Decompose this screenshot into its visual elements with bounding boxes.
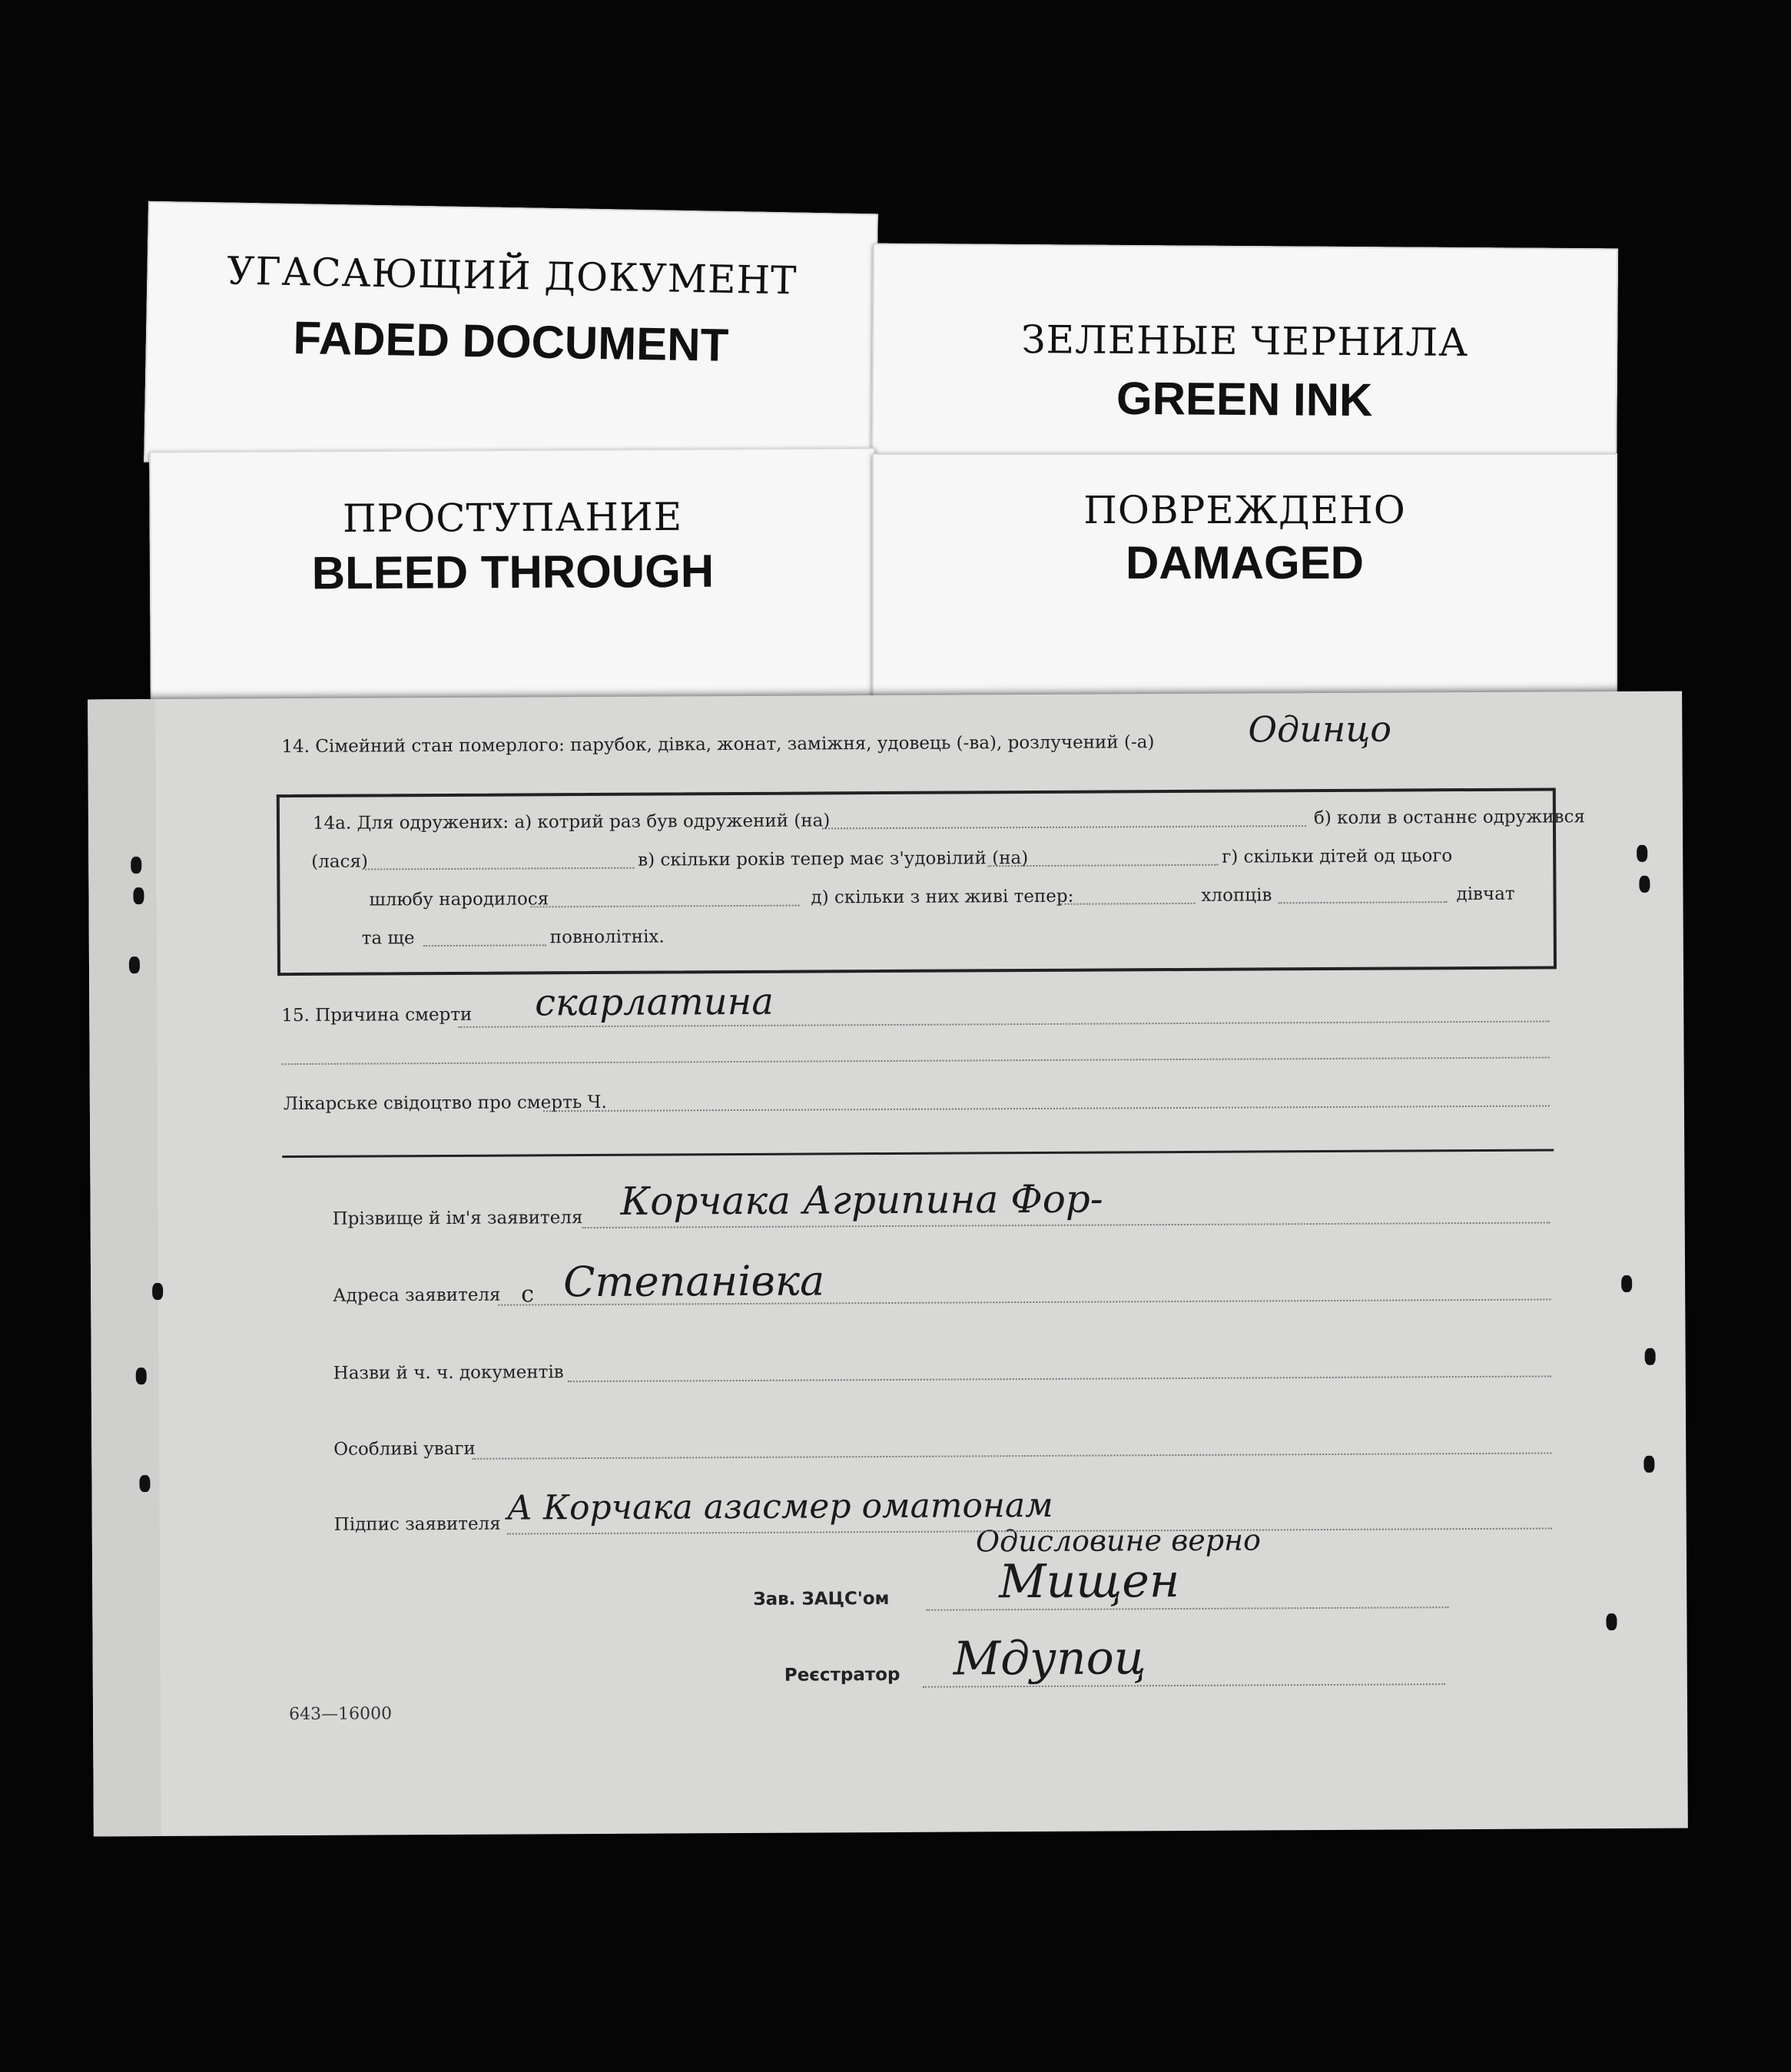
- dotted-line: [568, 1375, 1551, 1382]
- q14a-line4b: повнолітніх.: [549, 927, 665, 948]
- q15-label: 15. Причина смерти: [281, 1004, 473, 1026]
- faded-document-card: [144, 201, 878, 476]
- q15-handwritten-answer: скарлатина: [535, 980, 774, 1025]
- punch-hole: [136, 1368, 147, 1384]
- punch-hole: [131, 857, 141, 874]
- q14a-line3c: хлопців: [1201, 885, 1272, 906]
- punch-hole: [1645, 1348, 1656, 1365]
- notes-label: Особливі уваги: [333, 1438, 476, 1460]
- q14a-line3d: дівчат: [1456, 884, 1515, 905]
- card-ru-label: ПОВРЕЖДЕНО: [1083, 488, 1406, 532]
- dotted-line: [472, 1452, 1551, 1459]
- registrar-label: Реєстратор: [784, 1664, 900, 1686]
- section-divider: [282, 1149, 1554, 1158]
- page-edge: [88, 699, 161, 1836]
- zags-head-signature: Мищен: [998, 1554, 1180, 1610]
- signature-label: Підпис заявителя: [333, 1513, 501, 1535]
- medical-certificate-label: Лікарське свідоцтво про смерть Ч.: [283, 1092, 607, 1115]
- q14-handwritten-answer: Одинцо: [1248, 708, 1392, 751]
- q14a-line2a: (лася): [311, 851, 368, 872]
- bleed-through-card: [149, 448, 877, 705]
- punch-hole: [1606, 1613, 1617, 1630]
- applicant-signature: А Корчака азасмер оматонам: [506, 1485, 1053, 1528]
- q14-label: 14. Сімейний стан померлого: парубок, дівка, жонат, заміжня, удовець (-ва), розлучений (-а): [281, 732, 1155, 758]
- q14a-line4a: та ще: [361, 928, 415, 949]
- dotted-line: [282, 1056, 1550, 1065]
- card-en-label: FADED DOCUMENT: [293, 312, 729, 371]
- q14a-line3a: шлюбу народилося: [369, 889, 549, 910]
- punch-hole: [1637, 845, 1647, 862]
- verification-note: Одисловине верно: [975, 1523, 1262, 1559]
- applicant-address-label: Адреса заявителя: [333, 1285, 501, 1306]
- q14a-line2c: г) скільки дітей од цього: [1222, 846, 1453, 867]
- applicant-name-answer: Корчака Агрипина Фор-: [620, 1176, 1103, 1224]
- registrar-signature: Мдупоц: [953, 1631, 1146, 1686]
- card-en-label: DAMAGED: [1126, 537, 1364, 588]
- punch-hole: [139, 1475, 150, 1492]
- card-en-label: BLEED THROUGH: [311, 545, 715, 599]
- applicant-address-answer: Степанівка: [562, 1256, 825, 1307]
- q14a-line3b: д) скільки з них живі тепер:: [811, 886, 1074, 908]
- punch-hole: [152, 1283, 163, 1300]
- q14a-line2b: в) скільки років тепер має з'удовілий (на): [638, 848, 1029, 870]
- zags-head-label: Зав. ЗАЦС'ом: [753, 1588, 890, 1610]
- applicant-name-label: Прізвище й ім'я заявителя: [332, 1208, 583, 1229]
- documents-label: Назви й ч. ч. документів: [333, 1362, 564, 1384]
- punch-hole: [1639, 876, 1650, 893]
- q14a-line1a: 14а. Для одружених: а) котрий раз був одружений (на): [312, 811, 831, 834]
- punch-hole: [1621, 1275, 1632, 1292]
- card-ru-label: УГАСАЮЩИЙ ДОКУМЕНТ: [226, 248, 798, 303]
- dotted-line: [543, 1105, 1550, 1112]
- punch-hole: [1643, 1456, 1654, 1473]
- card-en-label: GREEN INK: [1116, 372, 1373, 426]
- punch-hole: [129, 956, 140, 973]
- damaged-card: [872, 453, 1617, 699]
- punch-hole: [133, 887, 144, 904]
- card-ru-label: ЗЕЛЕНЫЕ ЧЕРНИЛА: [1021, 317, 1469, 366]
- q14a-line1b: б) коли в останнє одружився: [1313, 807, 1586, 829]
- print-code: 643—16000: [288, 1704, 393, 1725]
- card-ru-label: ПРОСТУПАНИЕ: [342, 494, 683, 542]
- applicant-address-prefix: с: [521, 1281, 535, 1308]
- death-record-form: [88, 691, 1688, 1837]
